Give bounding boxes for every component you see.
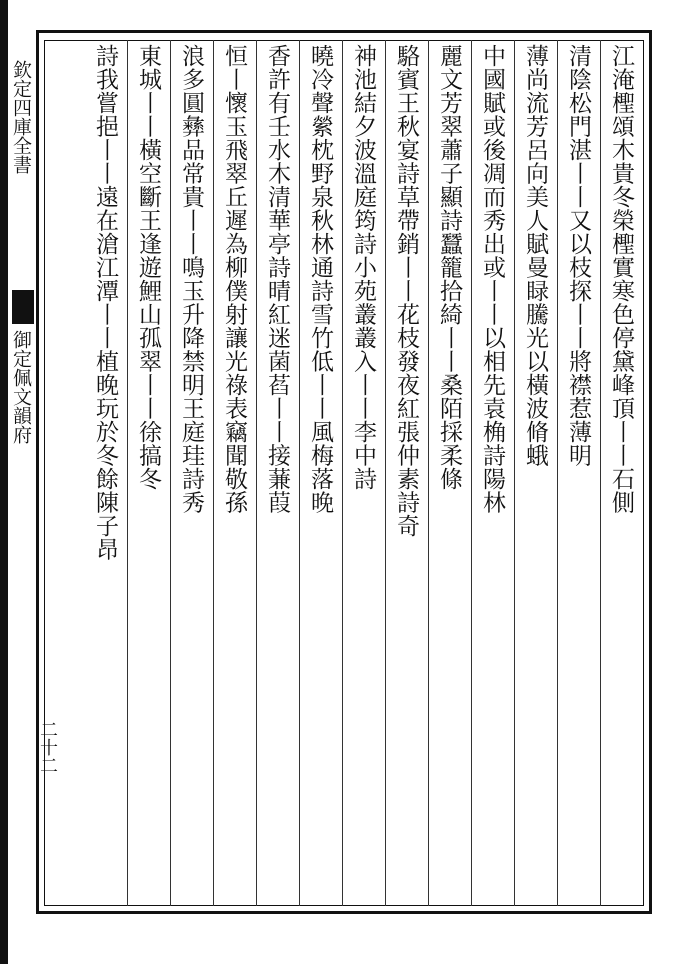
text-column-5: 麗文芳翠蕭子顯詩蠶籠拾綺丨丨桑陌採柔條 — [436, 44, 462, 491]
text-column-9: 香許有壬水木清華亭詩晴紅迷菌萏丨丨接蒹葭 — [264, 44, 290, 514]
text-column-2: 清陰松門湛丨丨又以枝探丨丨將襟惹薄明 — [565, 44, 591, 467]
text-column-4: 中國賦或後凋而秀出或丨丨以相先袁桷詩陽林 — [479, 44, 505, 514]
column-rule — [385, 40, 386, 906]
text-column-1: 江淹檉頌木貴冬榮檉實寒色停黛峰頂丨丨石側 — [608, 44, 634, 514]
column-rule — [342, 40, 343, 906]
column-rule — [514, 40, 515, 906]
column-rule — [557, 40, 558, 906]
text-column-12: 東城丨丨橫空斷王逢遊鯉山孤翠丨丨徐搞冬 — [135, 44, 161, 491]
text-column-7: 神池結夕波溫庭筠詩小苑叢叢入丨丨李中詩 — [350, 44, 376, 491]
margin-book-title: 欽定四庫全書 — [10, 60, 32, 174]
column-rule — [600, 40, 601, 906]
column-rule — [170, 40, 171, 906]
text-column-3: 薄尚流芳呂向美人賦曼睩騰光以橫波脩蛾 — [522, 44, 548, 467]
column-rule — [428, 40, 429, 906]
column-rule — [299, 40, 300, 906]
column-rule — [127, 40, 128, 906]
column-rule — [256, 40, 257, 906]
page-number: 二十二 — [37, 720, 58, 774]
fishtail-mark — [12, 290, 34, 324]
margin-section-title: 御定佩文韻府 — [10, 330, 32, 444]
text-column-11: 浪多圓彝品常貴丨丨鳴玉升降禁明王庭珪詩秀 — [178, 44, 204, 514]
text-column-8: 曉冷聲縈枕野泉秋林通詩雪竹低丨丨風梅落晚 — [307, 44, 333, 514]
column-rule — [213, 40, 214, 906]
book-spine-edge — [0, 0, 8, 964]
text-column-6: 駱賓王秋宴詩草帶銷丨丨花枝發夜紅張仲素詩奇 — [393, 44, 419, 538]
column-rule — [471, 40, 472, 906]
text-column-13: 詩我嘗挹丨丨遠在滄江潭丨丨植晚玩於冬餘陳子昂 — [92, 44, 118, 561]
text-column-10: 恒丨懷玉飛翠丘遲為柳僕射讓光祿表竊聞敬孫 — [221, 44, 247, 514]
